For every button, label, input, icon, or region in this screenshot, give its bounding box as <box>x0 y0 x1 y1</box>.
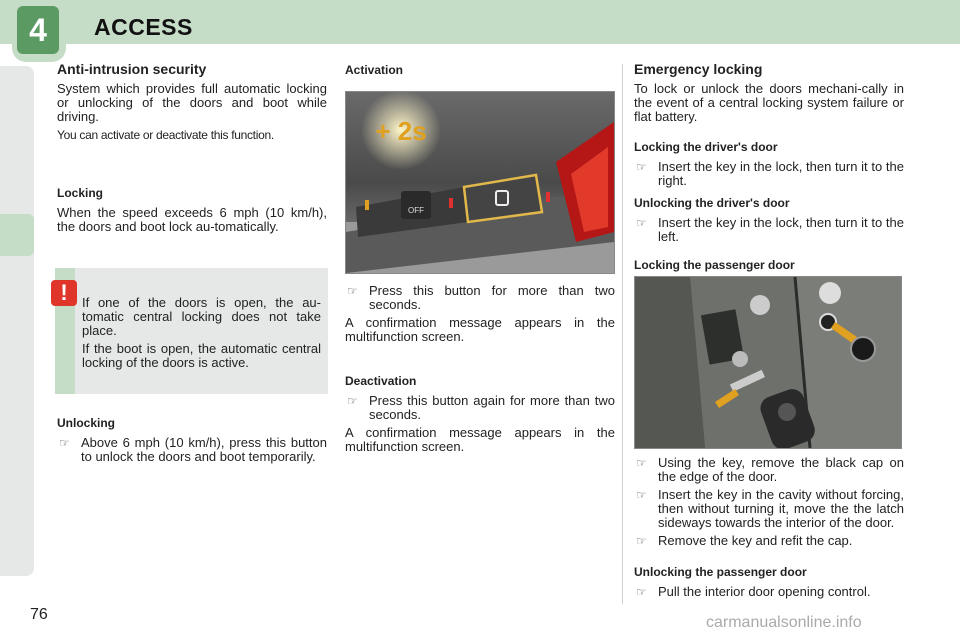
dashboard-button-illustration <box>346 92 614 273</box>
activation-heading: Activation <box>345 63 404 77</box>
pointing-hand-icon: ☞ <box>636 456 647 470</box>
pointing-hand-icon: ☞ <box>636 160 647 174</box>
lock-passenger-heading: Locking the passenger door <box>634 258 795 272</box>
locking-text: When the speed exceeds 6 mph (10 km/h), the doors and boot lock au-tomatically. <box>57 205 327 234</box>
emergency-text: To lock or unlock the doors mechani-cally in the event of a central locking system failure or flat battery. <box>634 81 904 124</box>
deactivation-bullet-text: Press this button again for more than two seconds. <box>369 393 615 422</box>
locking-section <box>57 186 327 238</box>
chapter-number: 4 <box>17 6 59 54</box>
left-margin-tab <box>0 214 34 256</box>
watermark: carmanualsonline.info <box>706 614 862 631</box>
deactivation-heading: Deactivation <box>345 374 417 388</box>
pointing-hand-icon: ☞ <box>59 436 70 450</box>
deactivation-text: A confirmation message appears in the multifunction screen. <box>345 425 615 454</box>
unlocking-bullet <box>57 436 327 464</box>
warning-paragraph-2: If the boot is open, the automatic central locking of the doors is active. <box>82 341 321 370</box>
lock-driver-heading: Locking the driver's door <box>634 140 778 154</box>
passenger-bullet <box>634 456 904 484</box>
anti-intrusion-section <box>57 62 327 146</box>
pointing-hand-icon: ☞ <box>347 284 358 298</box>
driver-door-section <box>634 140 904 248</box>
passenger-steps <box>634 456 904 552</box>
lock-passenger-heading-wrap <box>634 258 904 278</box>
unlock-passenger-bullet <box>634 585 904 599</box>
deactivation-section <box>345 374 615 458</box>
unlock-passenger-bullet-text: Pull the interior door opening control. <box>658 584 871 599</box>
unlock-driver-heading: Unlocking the driver's door <box>634 196 790 210</box>
activation-heading-wrap <box>345 63 615 83</box>
passenger-bullet-list <box>634 456 904 548</box>
lock-driver-bullet-text: Insert the key in the lock, then turn it to the right. <box>658 159 904 188</box>
page-number: 76 <box>30 606 48 623</box>
passenger-bullet <box>634 534 904 548</box>
activation-bullet <box>345 284 615 312</box>
lock-driver-bullet <box>634 160 904 188</box>
warning-icon: ! <box>51 280 77 306</box>
unlock-passenger-section <box>634 565 904 603</box>
passenger-bullet <box>634 488 904 530</box>
passenger-bullet-text: Remove the key and refit the cap. <box>658 533 853 548</box>
warning-paragraph-1: If one of the doors is open, the au-tomatic central locking does not take place. <box>82 295 321 338</box>
unlocking-heading: Unlocking <box>57 416 116 430</box>
left-margin-strip <box>0 66 34 576</box>
pointing-hand-icon: ☞ <box>636 216 647 230</box>
pointing-hand-icon: ☞ <box>636 488 647 502</box>
unlock-passenger-heading: Unlocking the passenger door <box>634 565 807 579</box>
column-divider <box>622 64 623 604</box>
emergency-section <box>634 62 904 128</box>
activation-section <box>345 284 615 348</box>
locking-heading: Locking <box>57 186 104 200</box>
unlocking-section <box>57 416 327 468</box>
activation-text: A confirmation message appears in the multifunction screen. <box>345 315 615 344</box>
unlocking-bullet-text: Above 6 mph (10 km/h), press this button to unlock the doors and boot temporarily. <box>81 435 327 464</box>
emergency-heading: Emergency locking <box>634 61 763 77</box>
dashboard-button-photo <box>345 91 615 274</box>
deactivation-bullet <box>345 394 615 422</box>
off-label: OFF <box>408 206 424 215</box>
unlock-driver-bullet <box>634 216 904 244</box>
pointing-hand-icon: ☞ <box>347 394 358 408</box>
anti-intrusion-note: You can activate or deactivate this function. <box>57 128 274 142</box>
passenger-door-photo <box>634 276 902 449</box>
activation-bullet-text: Press this button for more than two seconds. <box>369 283 615 312</box>
anti-intrusion-heading: Anti-intrusion security <box>57 61 207 77</box>
pointing-hand-icon: ☞ <box>636 534 647 548</box>
anti-intrusion-text: System which provides full automatic locking or unlocking of the doors and boot while driving. <box>57 81 327 124</box>
passenger-bullet-text: Using the key, remove the black cap on the edge of the door. <box>658 455 904 484</box>
chapter-title: ACCESS <box>94 14 193 40</box>
two-seconds-badge: + 2s <box>375 116 427 146</box>
warning-text <box>82 296 321 374</box>
unlock-driver-bullet-text: Insert the key in the lock, then turn it to the left. <box>658 215 904 244</box>
pointing-hand-icon: ☞ <box>636 585 647 599</box>
passenger-bullet-text: Insert the key in the cavity without forcing, then without turning it, move the the latch sideways towards the interior of the door. <box>658 487 904 530</box>
passenger-door-illustration <box>635 277 901 448</box>
